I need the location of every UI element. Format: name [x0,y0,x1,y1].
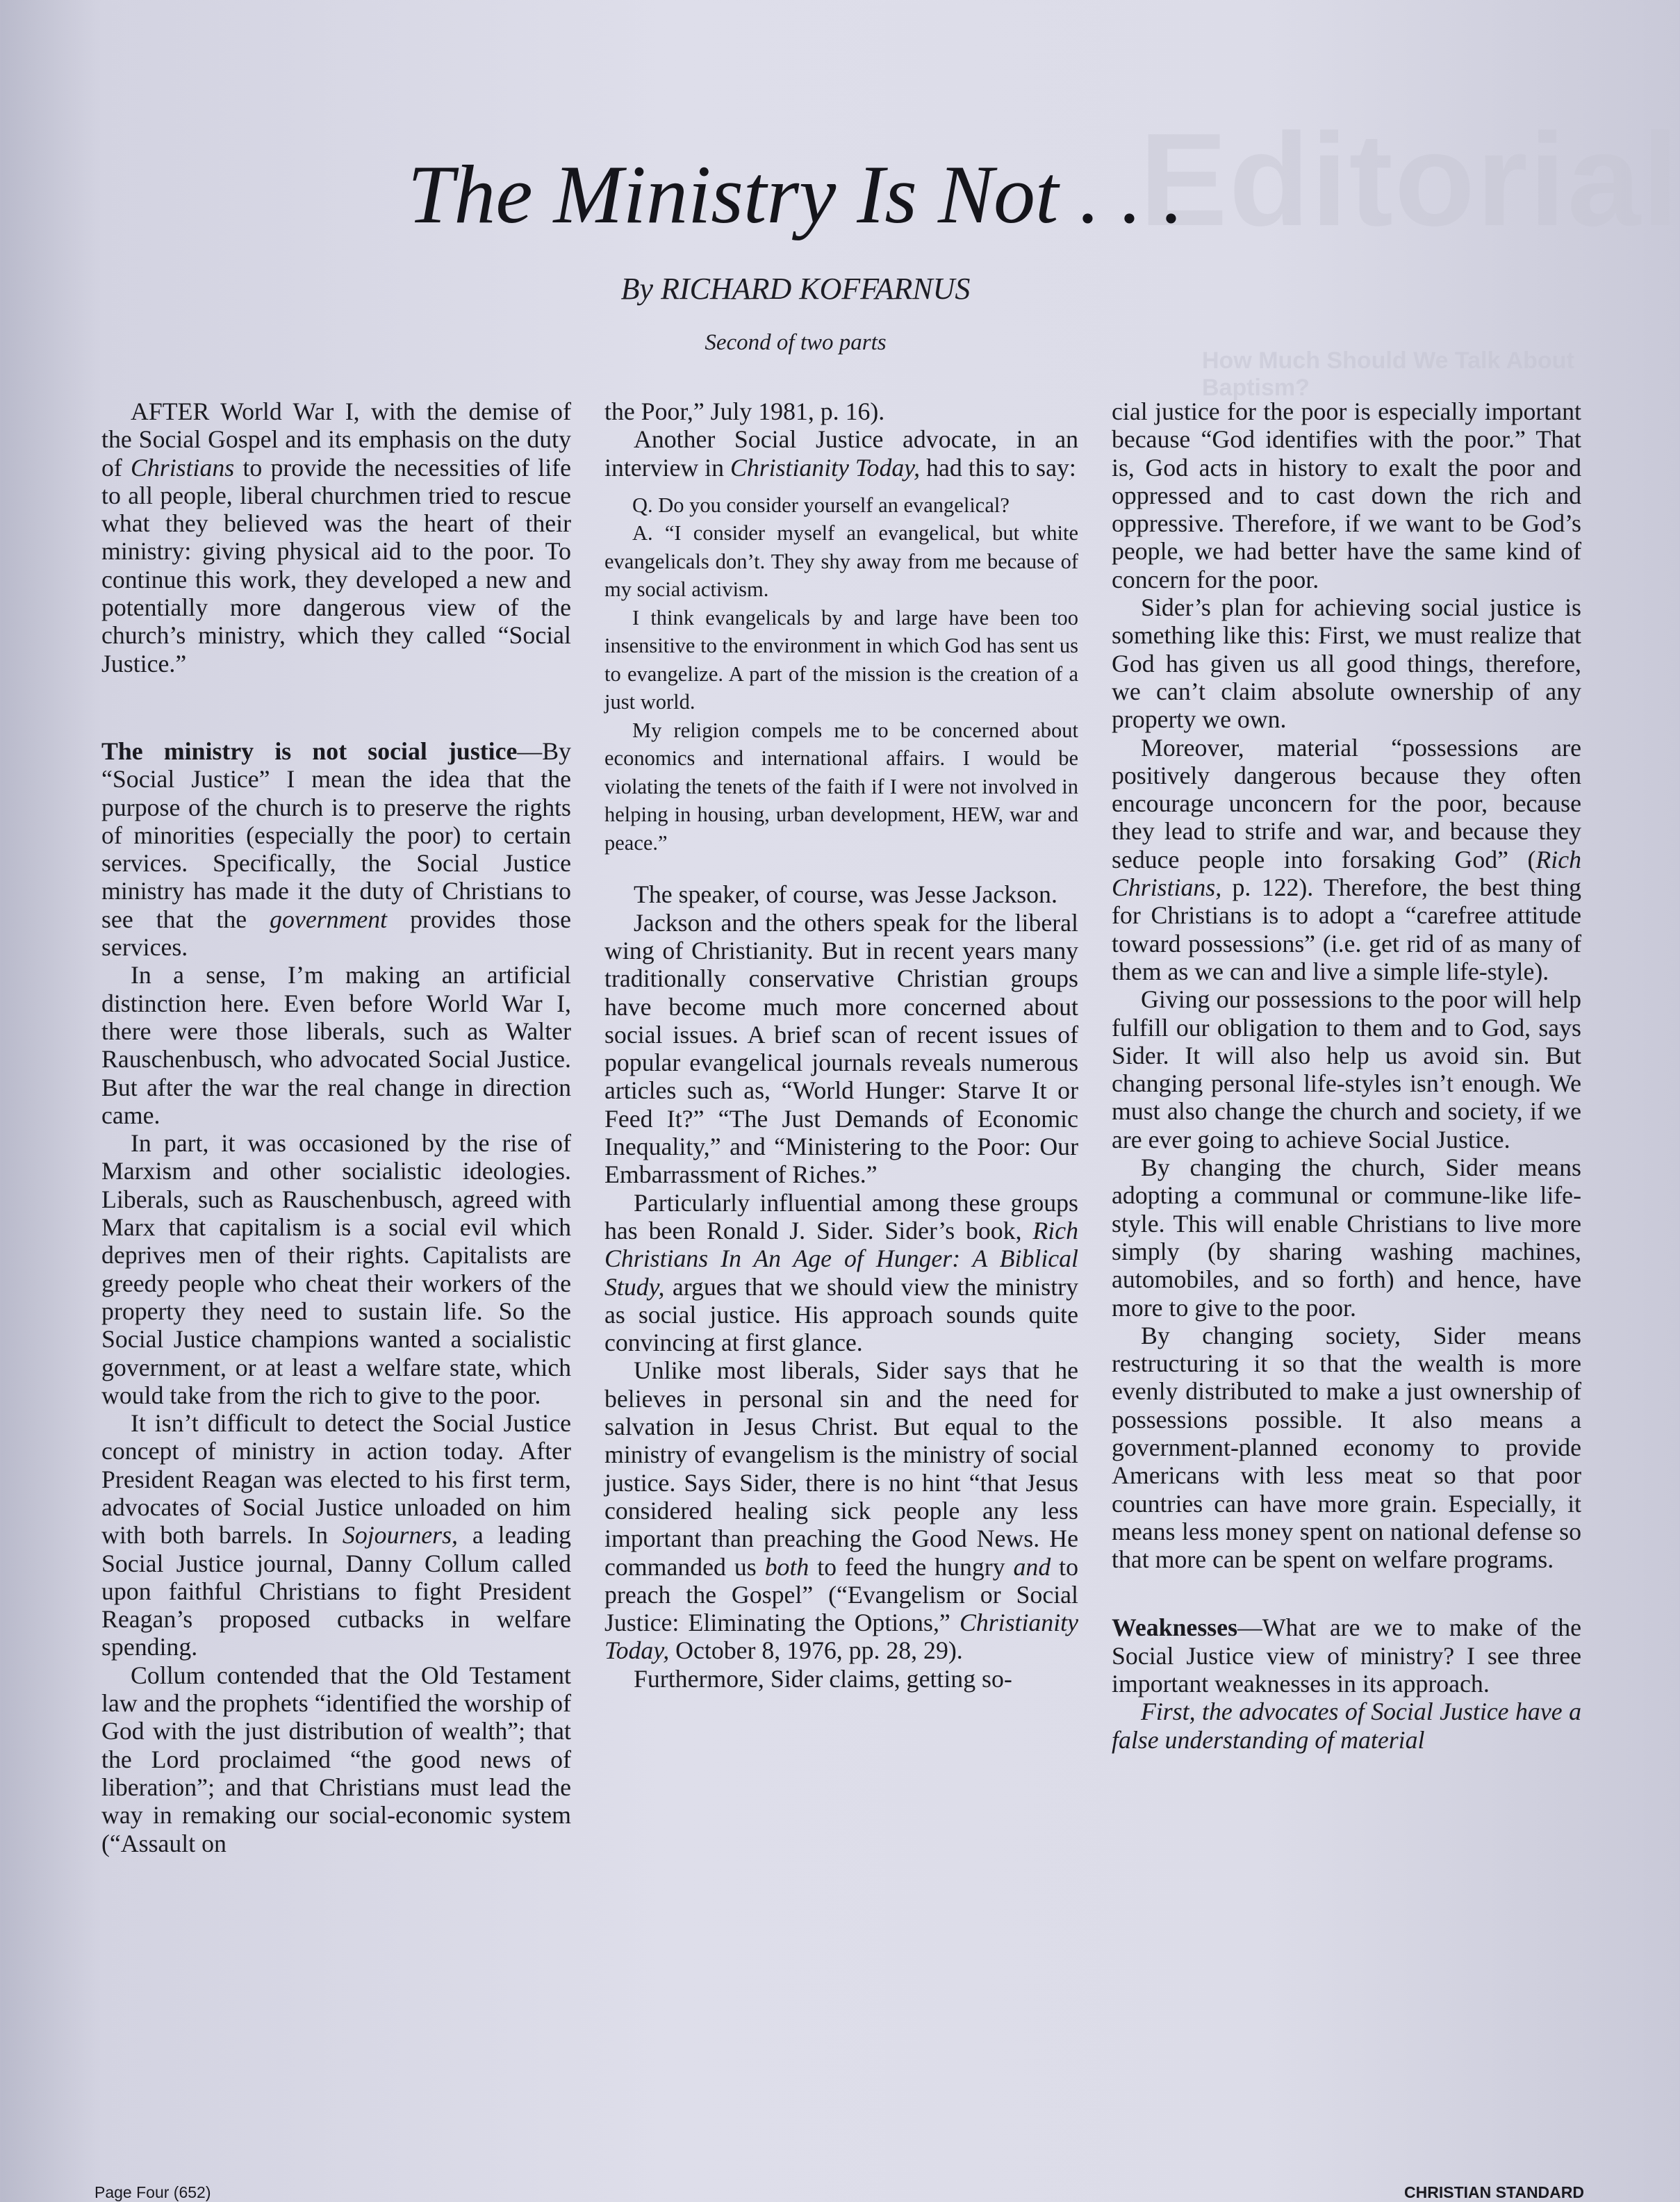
section-heading: The ministry is not social justice [101,737,518,765]
paragraph: Particularly influential among these groups has been Ronald J. Sider. Sider’s book, Rich Christians In An Age of Hunger: A Biblical Study, argues that we should view the ministry as social justice. His approach sounds quite convincing at first glance. [604,1188,1078,1357]
byline: By RICHARD KOFFARNUS [620,272,971,306]
paragraph: Jackson and the others speak for the liberal wing of Christianity. But in recent years many traditionally conservative Christian groups have become much more concerned about social issues. A brief scan of recent issues of popular evangelical journals reveals numerous articles such as, “World Hunger: Starve It or Feed It?” “The Just Demands of Economic Inequality,” and “Ministering to the Poor: Our Embarrassment of Riches.” [604,908,1078,1189]
paragraph: Sider’s plan for achieving social justice is something like this: First, we must realize that God has given us all good things, therefore, we can’t claim absolute ownership of any property we own. [1112,593,1581,734]
paragraph: First, the advocates of Social Justice have a false understanding of material [1112,1698,1581,1754]
paragraph: Moreover, material “possessions are positively dangerous because they often encourage unconcern for the poor, because they lead to strife and war, and because they seduce people into forsaking God” (Rich Christians, p. 122). Therefore, the best thing for Christians is to adopt a “carefree attitude toward possessions” (i.e. get rid of as many of them as we can and live a simple life-style). [1112,733,1581,985]
paragraph: It isn’t difficult to detect the Social Justice concept of ministry in action today. After President Reagan was elected to his first term, advocates of Social Justice unloaded on him with both barrels. In Sojourners, a leading Social Justice journal, Danny Collum called upon faithful Christians to fight President Reagan’s proposed cutbacks in welfare spending. [101,1409,571,1661]
paragraph: Unlike most liberals, Sider says that he believes in personal sin and the need for salvation in Jesus Christ. But equal to the ministry of evangelism is the ministry of social justice. Says Sider, there is no hint “that Jesus considered healing sick people any less important than preaching the Good News. He commanded us both to feed the hungry and to preach the Gospel” (“Evangelism or Social Justice: Eliminating the Options,” Christianity Today, October 8, 1976, pp. 28, 29). [604,1356,1078,1665]
ghost-headline: How Much Should We Talk About Baptism? [1202,347,1574,401]
paragraph: Giving our possessions to the poor will help fulfill our obligation to them and to God, says Sider. It will also help us avoid sin. But changing personal life-styles isn’t enough. We must also change the church and society, if we are ever going to achieve Social Justice. [1112,985,1581,1153]
column-2 [604,397,1078,2162]
quote-paragraph: A. “I consider myself an evangelical, but white evangelicals don’t. They shy away from me because of my social activism. [604,521,1078,602]
section-heading-paragraph: Weaknesses—What are we to make of the Social Justice view of ministry? I see three important weaknesses in its approach. [1112,1613,1581,1698]
paragraph: By changing society, Sider means restructuring it so that the wealth is more evenly distributed to make a just ownership of possessions possible. It also means a government-planned economy to provide Americans with less meat so that poor countries can have more grain. Especially, it means less money spent on national defense so that more can be spent on welfare programs. [1112,1321,1581,1574]
paragraph: AFTER World War I, with the demise of the Social Gospel and its emphasis on the duty of Christians to provide the necessities of life to all people, liberal churchmen tried to rescue what they believed was the heart of their ministry: giving physical aid to the poor. To continue this work, they developed a new and potentially more dangerous view of the church’s ministry, which they called “Social Justice.” [101,397,571,677]
paragraph: In part, it was occasioned by the rise of Marxism and other socialistic ideologies. Liberals, such as Rauschenbusch, agreed with Marx that capitalism is a social evil which deprives men of their rights. Capitalists are greedy people who cheat their workers of the property they need to sustain life. So the Social Justice champions wanted a socialistic government, or at least a welfare state, which would take from the rich to give to the poor. [101,1129,571,1409]
column-3 [1112,397,1581,2162]
section-heading-paragraph: The ministry is not social justice—By “Social Justice” I mean the idea that the purpose of the church is to preserve the rights of minorities (especially the poor) to certain services. Specifically, the Social Justice ministry has made it the duty of Christians to see that the government provides those services. [101,737,571,962]
quote-paragraph: I think evangelicals by and large have been too insensitive to the environment in which God has sent us to evangelize. A part of the mission is the creation of a just world. [604,605,1078,714]
quote-paragraph: My religion compels me to be concerned about economics and international affairs. I would be violating the tenets of the faith if I were not involved in helping in housing, urban development, HEW, war and peace.” [604,718,1078,855]
column-1 [101,397,571,2162]
paragraph: By changing the church, Sider means adopting a communal or commune-like life-style. This will enable Christians to live more simply (by sharing washing machines, automobiles, and so forth) and hence, have more to give to the poor. [1112,1153,1581,1322]
section-heading: Weaknesses [1112,1613,1237,1642]
paragraph: the Poor,” July 1981, p. 16). [604,397,885,425]
paragraph: Collum contended that the Old Testament law and the prophets “identified the worship of God with the just distribution of wealth”; that the Lord proclaimed “the good news of liberation”; and that Christians must lead the way in remaking our social-economic system (“Assault on [101,1661,571,1857]
paragraph: Another Social Justice advocate, in an interview in Christianity Today, had this to say: [604,425,1078,482]
page-number: Page Four (652) [94,2183,211,2201]
paragraph: Furthermore, Sider claims, getting so- [634,1664,1012,1693]
subtitle: Second of two parts [705,330,887,355]
ghost-masthead: Editorial [1139,106,1680,254]
publication-name: CHRISTIAN STANDARD [1404,2183,1584,2201]
page-title: The Ministry Is Not . . . [407,148,1184,240]
quote-paragraph: Q. Do you consider yourself an evangelical? [632,493,1010,517]
paragraph: In a sense, I’m making an artificial distinction here. Even before World War I, there were those liberals, such as Walter Rauschenbusch, who advocated Social Justice. But after the war the real change in direction came. [101,961,571,1129]
interview-quote [604,491,1078,857]
paragraph: The speaker, of course, was Jesse Jackson. [634,880,1057,909]
paragraph: cial justice for the poor is especially important because “God identifies with the poor.” That is, God acts in history to exalt the poor and oppressed and to cast down the rich and oppressive. Therefore, if we want to be God’s people, we had better have the same kind of concern for the poor. [1112,397,1581,593]
